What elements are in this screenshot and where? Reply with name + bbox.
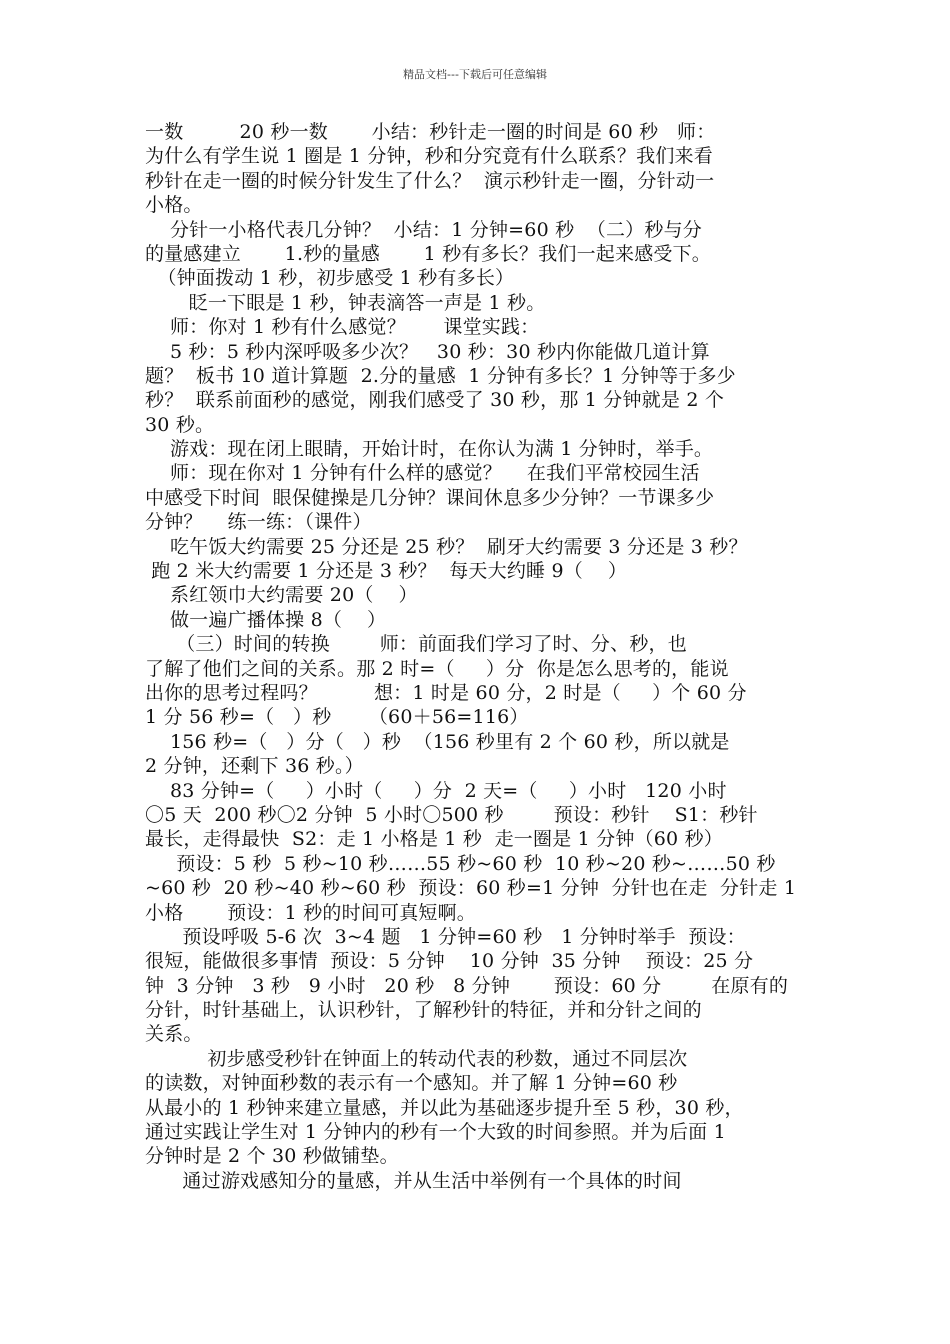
text-line: 〇5 天 200 秒〇2 分钟 5 小时〇500 秒 预设：秒针 S1：秒针 bbox=[145, 803, 758, 826]
text-line: （三）时间的转换 师：前面我们学习了时、分、秒，也 bbox=[145, 633, 687, 656]
text-line: 关系。 bbox=[145, 1023, 203, 1046]
text-line: 预设：5 秒 5 秒~10 秒……55 秒~60 秒 10 秒~20 秒~……50 秒 bbox=[145, 852, 776, 875]
text-line: 师：你对 1 秒有什么感觉？ 课堂实践： bbox=[145, 316, 540, 339]
text-line: 小格 预设：1 秒的时间可真短啊。 bbox=[145, 901, 477, 924]
text-line: 眨一下眼是 1 秒，钟表滴答一声是 1 秒。 bbox=[145, 291, 546, 314]
text-line: 2 分钟，还剩下 36 秒。） bbox=[145, 755, 364, 778]
text-line: 最长，走得最快 S2：走 1 小格是 1 秒 走一圈是 1 分钟（60 秒） bbox=[145, 828, 723, 851]
text-line: 吃午饭大约需要 25 分还是 25 秒？ 刷牙大约需要 3 分还是 3 秒？ bbox=[145, 535, 748, 558]
document-body bbox=[145, 120, 815, 1193]
text-line: 一数 20 秒一数 小结：秒针走一圈的时间是 60 秒 师： bbox=[145, 121, 716, 143]
text-line: 初步感受秒针在钟面上的转动代表的秒数，通过不同层次 bbox=[145, 1047, 688, 1070]
text-line: 1 分 56 秒=（ ）秒 （60＋56=116） bbox=[145, 706, 529, 729]
text-line: 秒针在走一圈的时候分针发生了什么？ 演示秒针走一圈，分针动一 bbox=[145, 169, 715, 192]
text-line: 的量感建立 1.秒的量感 1 秒有多长？我们一起来感受下。 bbox=[145, 242, 712, 265]
text-line: 30 秒。 bbox=[145, 413, 215, 436]
text-line: 分针一小格代表几分钟？ 小结：1 分钟=60 秒 （二）秒与分 bbox=[145, 218, 702, 241]
text-line: 预设呼吸 5-6 次 3~4 题 1 分钟=60 秒 1 分钟时举手 预设： bbox=[145, 925, 746, 948]
text-line: 通过实践让学生对 1 分钟内的秒有一个大致的时间参照。并为后面 1 bbox=[145, 1121, 726, 1144]
text-line: 为什么有学生说 1 圈是 1 分钟，秒和分究竟有什么联系？我们来看 bbox=[145, 145, 713, 168]
text-line: 跑 2 米大约需要 1 分还是 3 秒？ 每天大约睡 9（ ） bbox=[145, 560, 628, 583]
text-line: 的读数，对钟面秒数的表示有一个感知。并了解 1 分钟=60 秒 bbox=[145, 1072, 678, 1095]
text-line: 了解了他们之间的关系。那 2 时=（ ）分 你是怎么思考的，能说 bbox=[145, 657, 729, 680]
text-line: 分钟时是 2 个 30 秒做铺垫。 bbox=[145, 1145, 399, 1168]
text-line: 师：现在你对 1 分钟有什么样的感觉？ 在我们平常校园生活 bbox=[145, 462, 700, 485]
text-line: 5 秒：5 秒内深呼吸多少次？ 30 秒：30 秒内你能做几道计算 bbox=[145, 340, 710, 363]
text-line: 很短，能做很多事情 预设：5 分钟 10 分钟 35 分钟 预设：25 分 bbox=[145, 950, 754, 973]
text-line: 从最小的 1 秒钟来建立量感，并以此为基础逐步提升至 5 秒，30 秒， bbox=[145, 1096, 744, 1119]
text-line: 通过游戏感知分的量感，并从生活中举例有一个具体的时间 bbox=[145, 1169, 682, 1192]
text-line: ~60 秒 20 秒~40 秒~60 秒 预设：60 秒=1 分钟 分针也在走 分针走 1 bbox=[145, 877, 797, 900]
text-line: 156 秒=（ ）分（ ）秒 （156 秒里有 2 个 60 秒，所以就是 bbox=[145, 730, 730, 753]
text-line: 秒？ 联系前面秒的感觉，刚我们感受了 30 秒，那 1 分钟就是 2 个 bbox=[145, 389, 725, 412]
text-line: （钟面拨动 1 秒，初步感受 1 秒有多长） bbox=[145, 267, 515, 290]
text-line: 题？ 板书 10 道计算题 2.分的量感 1 分钟有多长？1 分钟等于多少 bbox=[145, 364, 736, 387]
text-line: 系红领巾大约需要 20（ ） bbox=[145, 584, 418, 607]
text-line: 分钟？ 练一练：（课件） bbox=[145, 511, 372, 534]
text-line: 小格。 bbox=[145, 194, 203, 217]
text-line: 分针，时针基础上，认识秒针，了解秒针的特征，并和分针之间的 bbox=[145, 999, 702, 1022]
text-line: 中感受下时间 眼保健操是几分钟？课间休息多少分钟？一节课多少 bbox=[145, 486, 715, 509]
text-line: 钟 3 分钟 3 秒 9 小时 20 秒 8 分钟 预设：60 分 在原有的 bbox=[145, 974, 789, 997]
text-line: 做一遍广播体操 8（ ） bbox=[145, 608, 387, 631]
text-line: 游戏：现在闭上眼睛，开始计时，在你认为满 1 分钟时，举手。 bbox=[145, 438, 714, 461]
page-header: 精品文档---下载后可任意编辑 bbox=[403, 68, 547, 81]
text-line: 出你的思考过程吗？ 想：1 时是 60 分，2 时是（ ）个 60 分 bbox=[145, 681, 747, 704]
text-line: 83 分钟=（ ）小时（ ）分 2 天=（ ）小时 120 小时 bbox=[145, 779, 727, 802]
